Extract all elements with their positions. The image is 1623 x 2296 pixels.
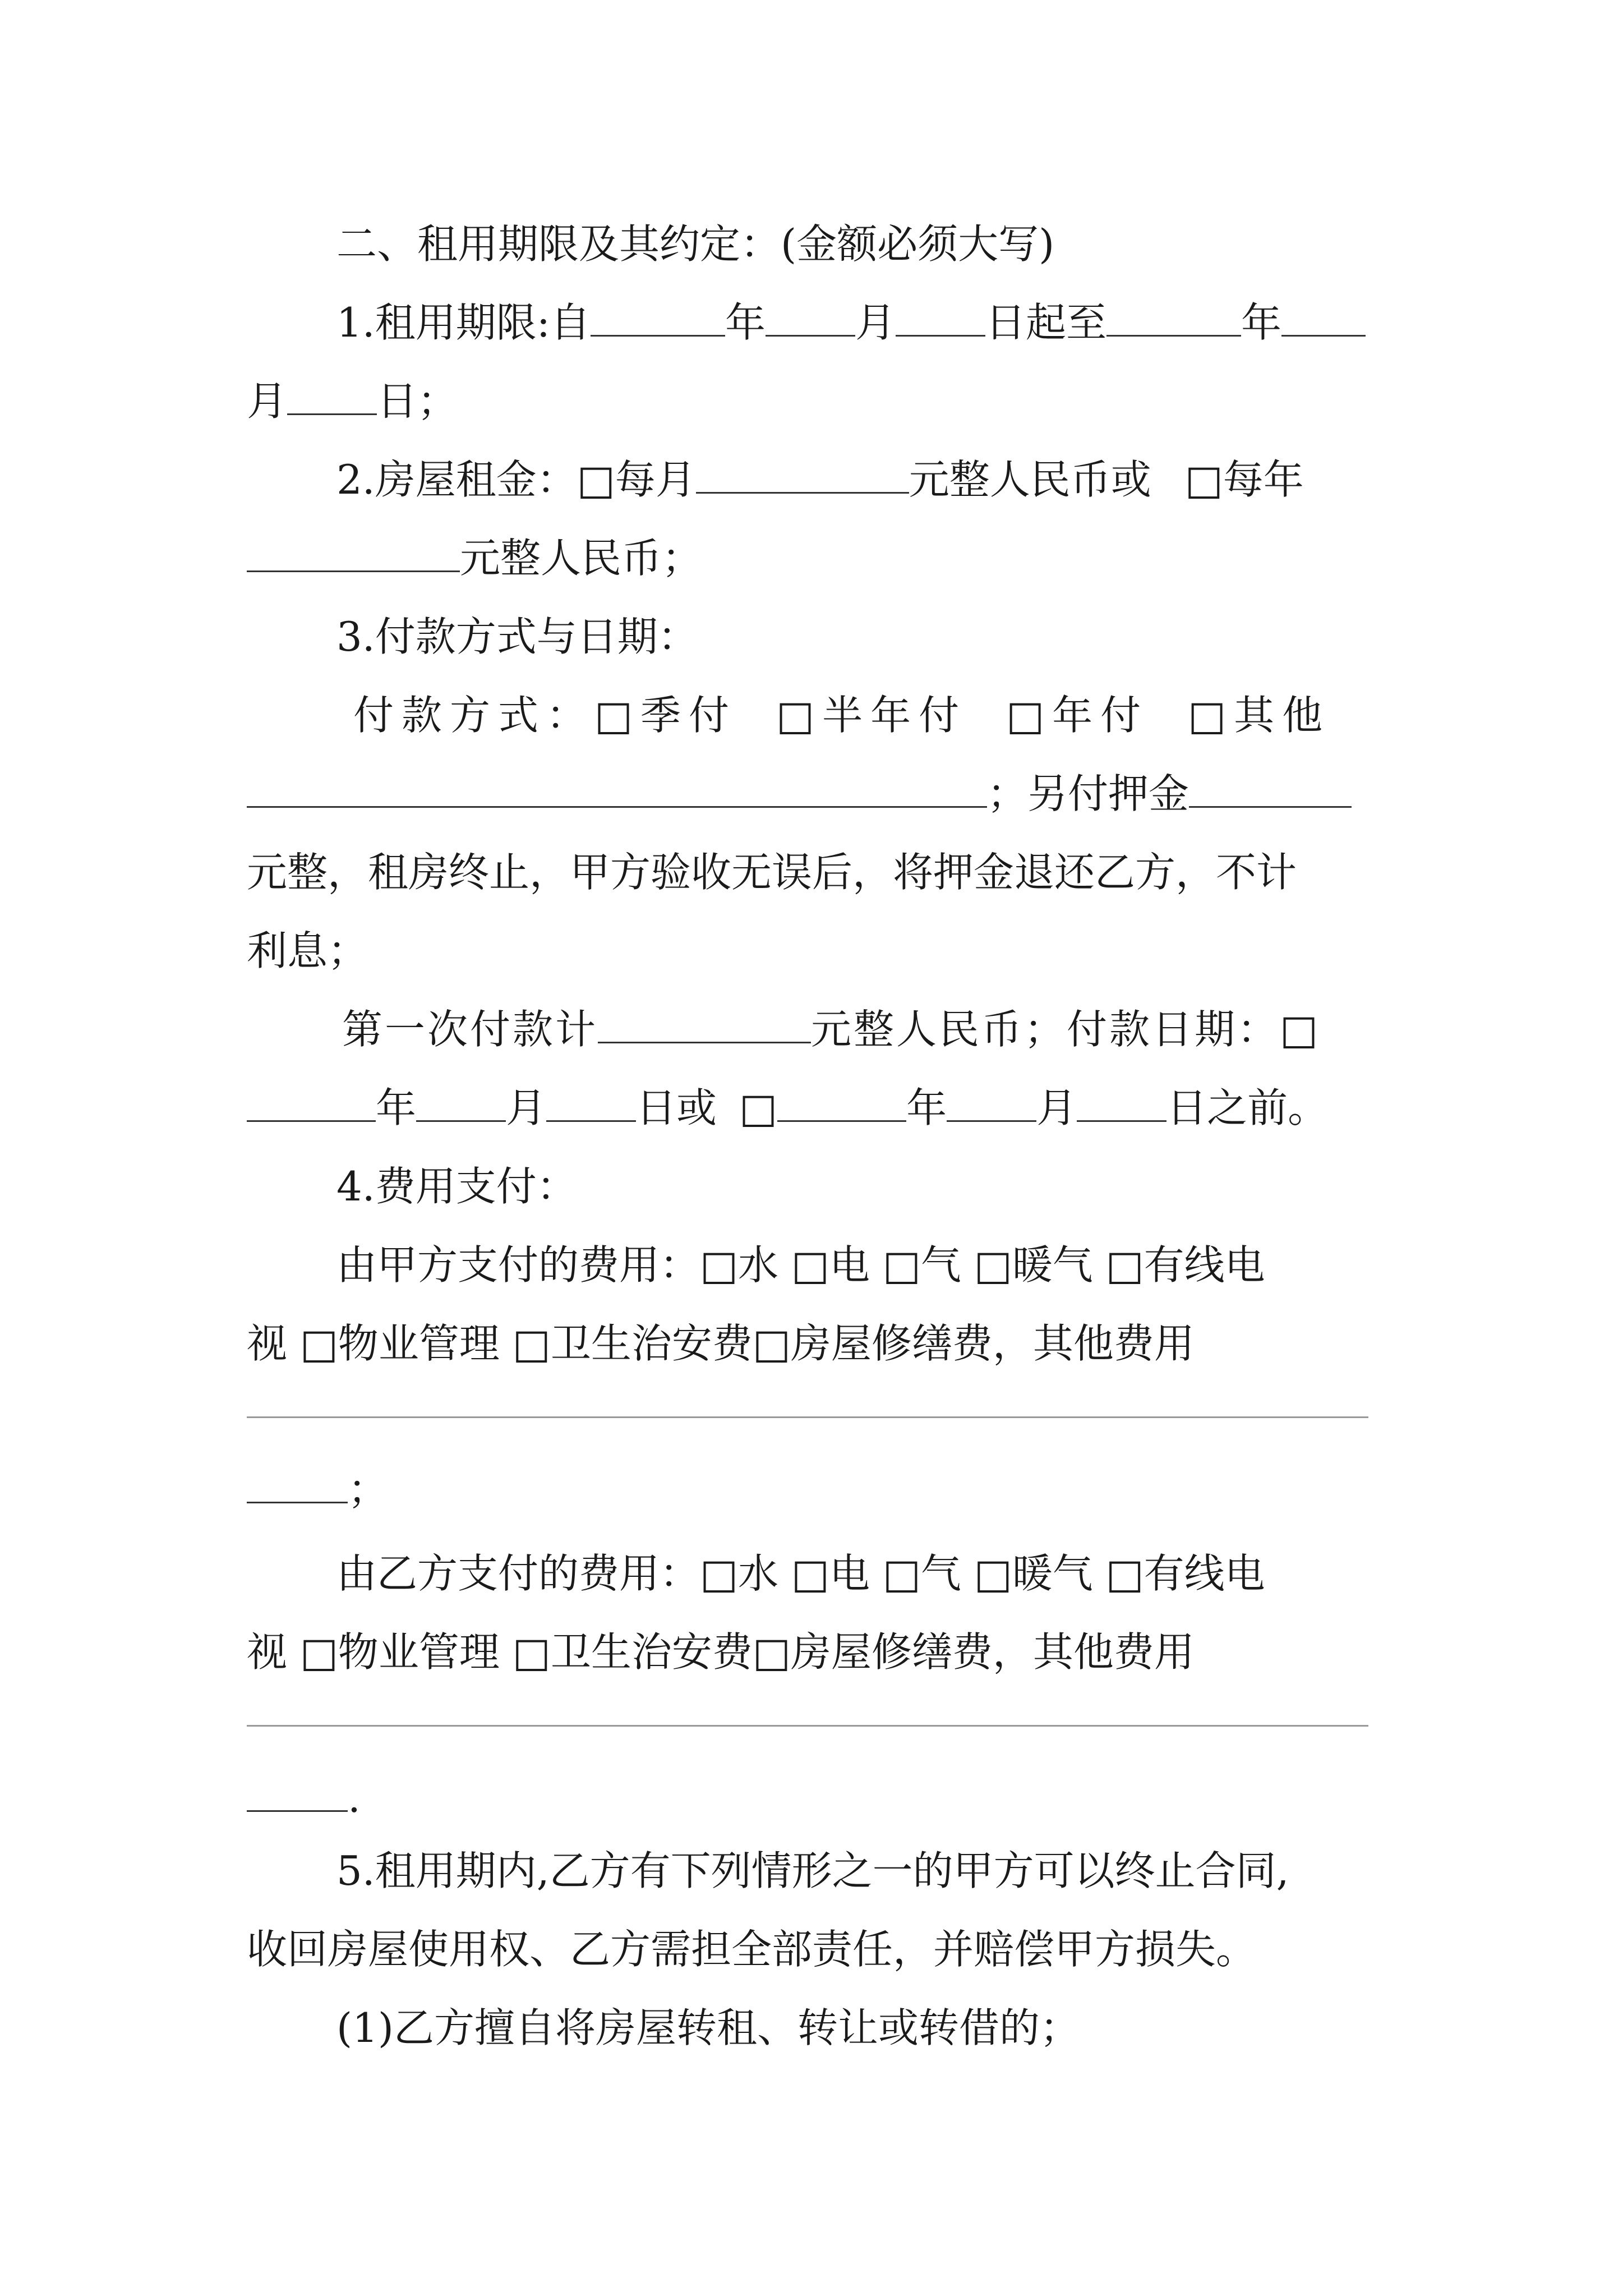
blank-party-b-other-end[interactable] bbox=[247, 1771, 348, 1812]
blank-end-day[interactable] bbox=[287, 374, 377, 415]
payment-method-line bbox=[353, 687, 1391, 743]
blank-start-day[interactable] bbox=[896, 296, 985, 337]
section-title-text: 二、租用期限及其约定：(金额必须大写) bbox=[336, 220, 1055, 268]
opt-quarter[interactable]: □季付 bbox=[594, 692, 737, 739]
blank-start-year[interactable] bbox=[591, 296, 725, 337]
item2-yearly-suffix: 元整人民币； bbox=[460, 535, 703, 582]
party-a-line1 bbox=[336, 1237, 1391, 1293]
item1-month: 月 bbox=[855, 299, 896, 346]
blank-date-day[interactable] bbox=[546, 1081, 636, 1122]
blank-date-day2[interactable] bbox=[1077, 1081, 1166, 1122]
item1-year: 年 bbox=[725, 299, 766, 346]
date-before: 日之前。 bbox=[1166, 1084, 1329, 1131]
date-box[interactable]: □ bbox=[739, 1084, 778, 1131]
party-a-line2-text: 视 □物业管理 □卫生治安费□房屋修缮费，其他费用 bbox=[247, 1320, 1195, 1367]
item1-year2: 年 bbox=[1241, 299, 1282, 346]
first-payment-suffix: 元整人民币；付款日期：□ bbox=[811, 1006, 1321, 1053]
blank-yearly-rent[interactable] bbox=[247, 531, 460, 572]
blank-date-year[interactable] bbox=[247, 1081, 376, 1122]
item5-line2-text: 收回房屋使用权、乙方需担全部责任，并赔偿甲方损失。 bbox=[247, 1926, 1257, 1973]
first-payment-prefix: 第一次付款计 bbox=[342, 1006, 598, 1053]
item2-yearly-prefix: □每年 bbox=[1184, 456, 1304, 503]
item3-label-line bbox=[336, 609, 1122, 665]
party-b-end-line bbox=[247, 1770, 583, 1826]
blank-other-method[interactable] bbox=[247, 767, 987, 808]
date-or: 日或 bbox=[636, 1084, 717, 1131]
item5-sub1-text: (1)乙方擅自将房屋转租、转让或转借的； bbox=[336, 2004, 1080, 2051]
item5-line1-text: 5.租用期内,乙方有下列情形之一的甲方可以终止合同, bbox=[336, 1847, 1289, 1894]
party-b-line1-text: 由乙方支付的费用：□水 □电 □气 □暖气 □有线电 bbox=[336, 1550, 1265, 1597]
item5-line2 bbox=[247, 1921, 1391, 1977]
blank-first-payment[interactable] bbox=[598, 1002, 811, 1043]
party-a-line2 bbox=[247, 1315, 1391, 1372]
item2-line2 bbox=[247, 530, 1032, 586]
party-a-end-line bbox=[247, 1461, 583, 1517]
item5-sub1 bbox=[336, 2000, 1391, 2056]
blank-date-year2[interactable] bbox=[777, 1081, 906, 1122]
opt-year[interactable]: □年付 bbox=[1006, 692, 1149, 739]
party-a-end: ； bbox=[348, 1466, 389, 1513]
item5-line1 bbox=[336, 1843, 1391, 1899]
date-year: 年 bbox=[376, 1084, 417, 1131]
first-payment-line bbox=[342, 1001, 1391, 1057]
item1-line1 bbox=[336, 295, 1391, 351]
payment-method-label: 付款方式： bbox=[353, 692, 595, 739]
deposit-continue-line bbox=[247, 844, 1391, 900]
party-b-end: . bbox=[348, 1774, 361, 1821]
blank-date-month2[interactable] bbox=[947, 1081, 1036, 1122]
party-b-line1 bbox=[336, 1545, 1391, 1602]
party-a-line1-text: 由甲方支付的费用：□水 □电 □气 □暖气 □有线电 bbox=[336, 1241, 1265, 1289]
item4-label: 4.费用支付： bbox=[336, 1163, 577, 1210]
blank-party-a-other-end[interactable] bbox=[247, 1462, 348, 1503]
item1-from: 自 bbox=[550, 299, 591, 346]
date-month2: 月 bbox=[1036, 1084, 1077, 1131]
blank-end-month-part[interactable] bbox=[1281, 296, 1366, 337]
item3-label: 3.付款方式与日期： bbox=[336, 613, 698, 660]
deposit-line-text: 元整，租房终止，甲方验收无误后，将押金退还乙方，不计 bbox=[247, 849, 1297, 896]
item2-label: 2.房屋租金： bbox=[336, 456, 577, 503]
payment-date-line bbox=[247, 1080, 1391, 1136]
date-month: 月 bbox=[506, 1084, 547, 1131]
opt-half[interactable]: □半年付 bbox=[776, 692, 967, 739]
deposit-end-line bbox=[247, 923, 583, 979]
deposit-prefix: ；另付押金 bbox=[987, 770, 1189, 817]
item1-line2 bbox=[247, 373, 808, 429]
blank-deposit[interactable] bbox=[1189, 767, 1352, 808]
item1-month2: 月 bbox=[247, 378, 288, 425]
item2-monthly-suffix: 元整人民币或 bbox=[909, 456, 1151, 503]
item1-day-from: 日起至 bbox=[985, 299, 1107, 346]
item4-label-line bbox=[336, 1158, 1122, 1214]
party-b-line2-text: 视 □物业管理 □卫生治安费□房屋修缮费，其他费用 bbox=[247, 1628, 1195, 1676]
party-b-other-rule[interactable] bbox=[247, 1725, 1368, 1727]
blank-start-month[interactable] bbox=[766, 296, 855, 337]
opt-other[interactable]: □其他 bbox=[1188, 692, 1331, 739]
blank-date-month[interactable] bbox=[416, 1081, 506, 1122]
date-year2: 年 bbox=[906, 1084, 947, 1131]
item2-line1 bbox=[336, 452, 1391, 508]
item1-label: 1.租用期限: bbox=[336, 299, 550, 346]
item2-monthly-prefix: □每月 bbox=[577, 456, 696, 503]
party-b-line2 bbox=[247, 1624, 1391, 1680]
blank-monthly-rent[interactable] bbox=[696, 453, 909, 494]
deposit-line bbox=[247, 766, 1391, 822]
party-a-other-rule[interactable] bbox=[247, 1416, 1368, 1418]
item1-day-end: 日； bbox=[377, 378, 458, 425]
blank-end-year[interactable] bbox=[1106, 296, 1241, 337]
deposit-line-end: 利息； bbox=[247, 927, 368, 974]
section-title bbox=[336, 216, 1570, 272]
